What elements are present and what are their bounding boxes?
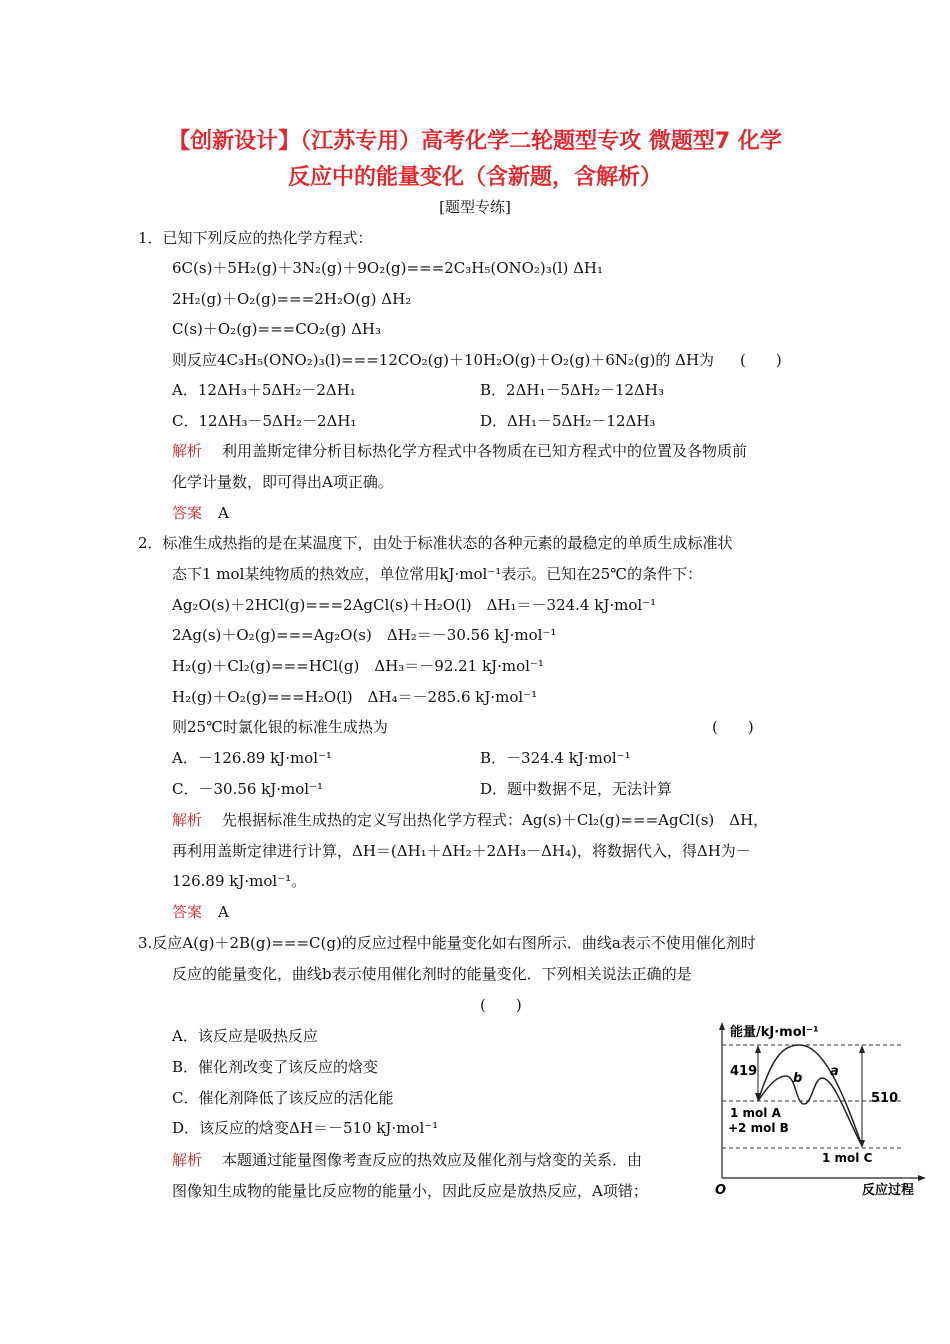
q1-equation-2: 2H₂(g)＋O₂(g)===2H₂O(g) ΔH₂: [172, 290, 412, 308]
q2-equation-3: H₂(g)＋Cl₂(g)===HCl(g) ΔH₃＝－92.21 kJ·mol⁻¹: [172, 657, 544, 675]
q2-stem-line2: 态下1 mol某纯物质的热效应，单位常用kJ·mol⁻¹表示。已知在25℃的条件下：: [172, 565, 703, 583]
q3-option-a: A．该反应是吸热反应: [172, 1027, 318, 1045]
q1-option-d: D．ΔH₁－5ΔH₂－12ΔH₃: [480, 412, 656, 430]
q3-stem-line2: 反应的能量变化，曲线b表示使用催化剂时的能量变化．下列相关说法正确的是: [172, 965, 692, 983]
q1-analysis-line1: 利用盖斯定律分析目标热化学方程式中各物质在已知方程式中的位置及各物质前: [222, 442, 748, 460]
q2-equation-1: Ag₂O(s)＋2HCl(g)===2AgCl(s)＋H₂O(l) ΔH₁＝－324.4 kJ·mol⁻¹: [172, 596, 657, 614]
q3-stem-line1: 3.反应A(g)＋2B(g)===C(g)的反应过程中能量变化如右图所示．曲线a表示不使用催化剂时: [138, 934, 756, 952]
q2-option-c: C．－30.56 kJ·mol⁻¹: [172, 780, 324, 798]
section-subtitle: [题型专练]: [439, 198, 511, 216]
q3-option-b: B．催化剂改变了该反应的焓变: [172, 1058, 379, 1076]
q2-option-a: A．－126.89 kJ·mol⁻¹: [172, 749, 332, 767]
reaction-energy-label: 510: [871, 1091, 899, 1106]
x-axis-arrow: [918, 1175, 926, 1181]
q2-option-b: B．－324.4 kJ·mol⁻¹: [480, 749, 631, 767]
q1-answer: A: [218, 504, 229, 522]
q2-analysis-line1: 先根据标准生成热的定义写出热化学方程式：Ag(s)＋Cl₂(g)===AgCl(s) ΔH，: [222, 811, 769, 829]
q2-equation-2: 2Ag(s)＋O₂(g)===Ag₂O(s) ΔH₂＝－30.56 kJ·mol⁻¹: [172, 626, 557, 644]
energy-diagram: [712, 1018, 932, 1200]
q2-analysis-line3: 126.89 kJ·mol⁻¹。: [172, 872, 307, 890]
q2-option-d: D．题中数据不足，无法计算: [480, 780, 673, 798]
q1-question: 则反应4C₃H₅(ONO₂)₃(l)===12CO₂(g)＋10H₂O(g)＋O₂(g)＋6N₂(g)的 ΔH为: [172, 351, 715, 369]
activation-arrow-head: [755, 1045, 761, 1053]
origin-label: O: [715, 1183, 727, 1198]
q2-answer-paren: ( ): [712, 718, 754, 736]
y-axis-arrow: [719, 1022, 725, 1030]
q1-option-b: B．2ΔH₁－5ΔH₂－12ΔH₃: [480, 381, 664, 399]
q1-equation-3: C(s)＋O₂(g)===CO₂(g) ΔH₃: [172, 320, 381, 338]
q3-option-d: D．该反应的焓变ΔH＝－510 kJ·mol⁻¹: [172, 1119, 439, 1137]
q3-analysis-label: 解析: [172, 1151, 203, 1169]
reaction-arrow-head-top: [859, 1045, 865, 1053]
activation-energy-label: 419: [730, 1064, 758, 1079]
q2-equation-4: H₂(g)＋O₂(g)===H₂O(l) ΔH₄＝－285.6 kJ·mol⁻¹: [172, 688, 538, 706]
q2-answer: A: [218, 903, 229, 921]
document-title-line1: 【创新设计】（江苏专用）高考化学二轮题型专攻 微题型7 化学: [168, 129, 782, 154]
q2-analysis-line2: 再利用盖斯定律进行计算，ΔH＝(ΔH₁＋ΔH₂＋2ΔH₃－ΔH₄)，将数据代入，得ΔH为－: [172, 842, 751, 860]
curve-a-label: a: [830, 1064, 839, 1079]
y-axis-label: 能量/kJ·mol⁻¹: [730, 1025, 819, 1040]
q1-answer-label: 答案: [172, 504, 203, 522]
q1-option-a: A．12ΔH₃＋5ΔH₂－2ΔH₁: [172, 381, 356, 399]
q2-question: 则25℃时氯化银的标准生成热为: [172, 718, 388, 736]
q3-analysis-line2: 图像知生成物的能量比反应物的能量小，因此反应是放热反应，A项错；: [172, 1182, 648, 1200]
x-axis-label: 反应过程: [862, 1183, 915, 1198]
reactants-label-line1: 1 mol A: [730, 1106, 781, 1120]
q1-option-c: C．12ΔH₃－5ΔH₂－2ΔH₁: [172, 412, 357, 430]
q1-answer-paren: ( ): [740, 351, 782, 369]
q2-answer-label: 答案: [172, 903, 203, 921]
q3-option-c: C．催化剂降低了该反应的活化能: [172, 1089, 394, 1107]
q3-answer-paren: ( ): [480, 996, 522, 1014]
q2-stem-line1: 2．标准生成热指的是在某温度下，由处于标准状态的各种元素的最稳定的单质生成标准状: [138, 534, 733, 552]
reactants-label-line2: +2 mol B: [728, 1121, 789, 1135]
curve-b-label: b: [793, 1071, 803, 1086]
q2-analysis-label: 解析: [172, 811, 203, 829]
document-title-line2: 反应中的能量变化（含新题，含解析）: [287, 165, 662, 190]
q1-analysis-label: 解析: [172, 442, 203, 460]
q3-analysis-line1: 本题通过能量图像考查反应的热效应及催化剂与焓变的关系．由: [222, 1151, 643, 1169]
q1-stem: 1．已知下列反应的热化学方程式：: [138, 229, 373, 247]
q1-equation-1: 6C(s)＋5H₂(g)＋3N₂(g)＋9O₂(g)===2C₃H₅(ONO₂)₃(l) ΔH₁: [172, 259, 603, 277]
product-label: 1 mol C: [822, 1151, 873, 1165]
q1-analysis-line2: 化学计量数，即可得出A项正确。: [172, 473, 393, 491]
